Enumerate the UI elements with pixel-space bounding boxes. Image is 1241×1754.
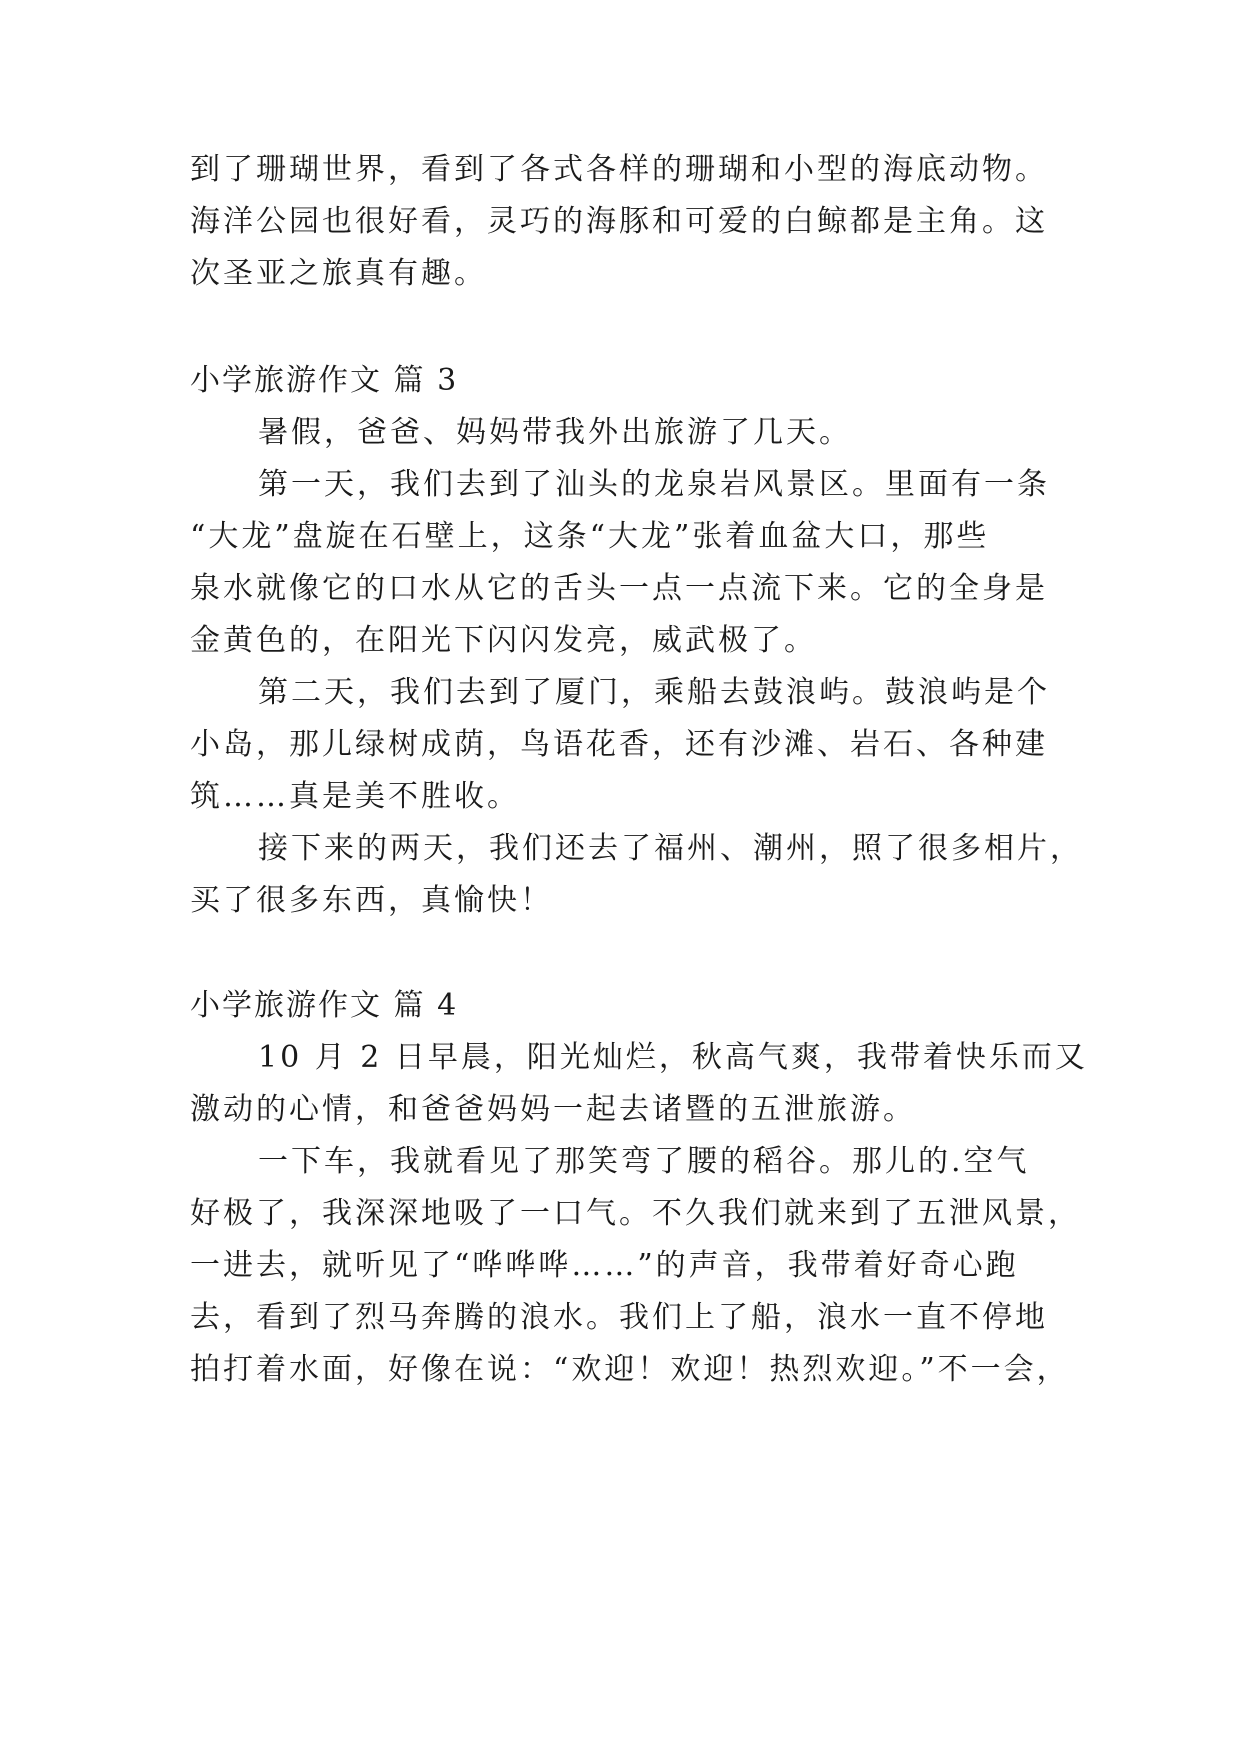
- text-line: 去，看到了烈马奔腾的浪水。我们上了船，浪水一直不停地: [190, 1300, 1048, 1335]
- text-line: 筑……真是美不胜收。: [190, 779, 520, 814]
- text-line: 激动的心情，和爸爸妈妈一起去诸暨的五泄旅游。: [190, 1092, 916, 1127]
- section-heading-4: 小学旅游作文 篇 4: [190, 988, 459, 1023]
- section-heading-3: 小学旅游作文 篇 3: [190, 363, 459, 398]
- text-line: 海洋公园也很好看，灵巧的海豚和可爱的白鲸都是主角。这: [190, 204, 1048, 239]
- text-line: 一进去，就听见了“哗哗哗……”的声音，我带着好奇心跑: [190, 1248, 1019, 1283]
- paragraph-start: 暑假，爸爸、妈妈带我外出旅游了几天。: [258, 415, 852, 450]
- paragraph-start: 接下来的两天，我们还去了福州、潮州，照了很多相片，: [258, 831, 1083, 866]
- text-line: 泉水就像它的口水从它的舌头一点一点流下来。它的全身是: [190, 571, 1048, 606]
- text-line: 到了珊瑚世界，看到了各式各样的珊瑚和小型的海底动物。: [190, 152, 1048, 187]
- text-line: 次圣亚之旅真有趣。: [190, 256, 487, 291]
- text-line: 小岛，那儿绿树成荫，鸟语花香，还有沙滩、岩石、各种建: [190, 727, 1048, 762]
- text-line: 拍打着水面，好像在说：“欢迎！欢迎！热烈欢迎。”不一会，: [190, 1352, 1070, 1387]
- text-line: 买了很多东西，真愉快！: [190, 883, 553, 918]
- text-line: 金黄色的，在阳光下闪闪发亮，威武极了。: [190, 623, 817, 658]
- paragraph-start: 一下车，我就看见了那笑弯了腰的稻谷。那儿的.空气: [258, 1144, 1030, 1179]
- paragraph-start: 第一天，我们去到了汕头的龙泉岩风景区。里面有一条: [258, 467, 1050, 502]
- paragraph-start: 第二天，我们去到了厦门，乘船去鼓浪屿。鼓浪屿是个: [258, 675, 1050, 710]
- text-line: 好极了，我深深地吸了一口气。不久我们就来到了五泄风景，: [190, 1196, 1081, 1231]
- text-line: “大龙”盘旋在石壁上，这条“大龙”张着血盆大口，那些: [190, 519, 990, 554]
- paragraph-start: 10 月 2 日早晨，阳光灿烂，秋高气爽，我带着快乐而又: [258, 1040, 1088, 1075]
